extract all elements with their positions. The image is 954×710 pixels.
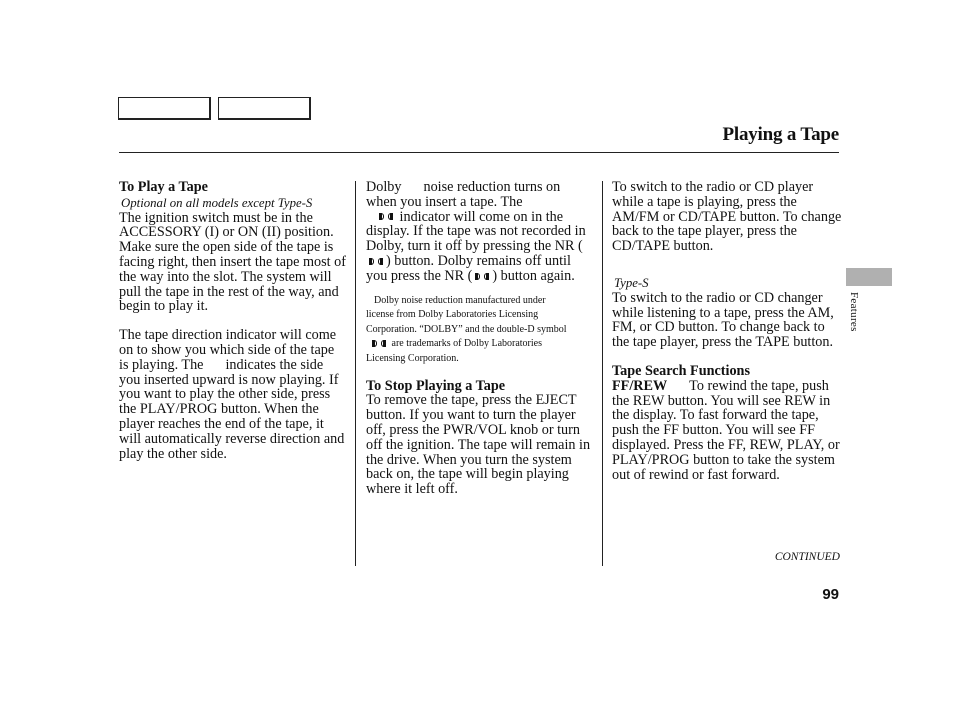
section-heading-play: To Play a Tape xyxy=(119,179,208,195)
note-line-4: are trademarks of Dolby Laboratories xyxy=(391,338,542,350)
title-rule xyxy=(119,152,839,153)
note-line-5: Licensing Corporation. xyxy=(366,352,459,364)
types-label: Type-S xyxy=(614,275,649,290)
note-line-3: Corporation. “DOLBY” and the double-D symbol xyxy=(366,323,567,335)
dolby-double-d-icon xyxy=(379,212,393,222)
dolby-text-c: indicator will come on in the display. If the tape was not recorded in Dolby, turn it off by pressing the NR ( xyxy=(366,208,586,255)
header-tab-box-2 xyxy=(218,97,311,120)
section-heading-stop: To Stop Playing a Tape xyxy=(366,377,506,394)
play-paragraph-1: The ignition switch must be in the ACCESSORY (I) or ON (II) position. Make sure the open side of the tape is facing right, then insert the tape most of the way into the slot. The system will pull the tape in the rest of the way, and begin to play it. xyxy=(119,209,346,315)
stop-paragraph: To remove the tape, press the EJECT button. If you want to turn the player off, press the PWR/VOL knob or turn off the ignition. The tape will remain in the drive. When you turn the system back on, the tape will begin playing where it left off. xyxy=(366,392,591,498)
column-2 xyxy=(366,180,591,497)
column-divider-1 xyxy=(355,181,356,566)
column-divider-2 xyxy=(602,181,603,566)
ffrew-text: To rewind the tape, push the REW button. You will see REW in the display. To fast forward the tape, push the FF button. You will see FF displayed. Press the FF, REW, PLAY, or PLAY/PROG button to take the system out of rewind or fast forward. xyxy=(612,377,840,483)
note-line-2: license from Dolby Laboratories Licensing xyxy=(366,309,539,321)
section-side-label: Features xyxy=(848,292,860,332)
page-number: 99 xyxy=(822,586,839,603)
page-title: Playing a Tape xyxy=(722,124,839,145)
dolby-text-e: ) button again. xyxy=(492,267,575,284)
ffrew-paragraph xyxy=(612,379,842,483)
dolby-text-a: Dolby xyxy=(366,179,402,195)
note-line-1: Dolby noise reduction manufactured under xyxy=(374,294,546,306)
ffrew-label: FF/REW xyxy=(612,377,668,394)
dolby-text-b: noise reduction turns on when you insert a tape. The xyxy=(366,179,561,210)
header-tab-box-1 xyxy=(118,97,211,120)
switch-paragraph-1: To switch to the radio or CD player while a tape is playing, press the AM/FM or CD/TAPE button. To change back to the tape player, press the CD/TAPE button. xyxy=(612,179,842,255)
section-tab-marker xyxy=(846,268,892,286)
model-note: Optional on all models except Type-S xyxy=(121,195,313,210)
play-paragraph-2 xyxy=(119,328,347,461)
dolby-double-d-icon xyxy=(475,272,489,282)
continued-label: CONTINUED xyxy=(774,551,840,563)
section-heading-search: Tape Search Functions xyxy=(612,362,750,379)
dolby-double-d-icon xyxy=(369,257,383,267)
dolby-trademark-note xyxy=(366,294,591,367)
column-3 xyxy=(612,180,842,482)
switch-paragraph-2: To switch to the radio or CD changer while listening to a tape, press the AM, FM, or CD button. To change back to the tape player, press the TAPE button. xyxy=(612,289,834,351)
dolby-double-d-icon xyxy=(372,339,386,349)
column-1 xyxy=(119,180,347,461)
play-paragraph-2a: The tape direction indicator will come on to show you which side of the tape is playing. The xyxy=(119,327,337,373)
play-paragraph-2b: indicates the side you inserted upward is now playing. If you want to play the other side, press the PLAY/PROG button. When the player reaches the end of the tape, it will automatically reverse direction and play the other side. xyxy=(119,356,345,462)
dolby-paragraph xyxy=(366,180,591,284)
dolby-text-d: ) button. Dolby remains off until you press the NR ( xyxy=(366,252,571,284)
